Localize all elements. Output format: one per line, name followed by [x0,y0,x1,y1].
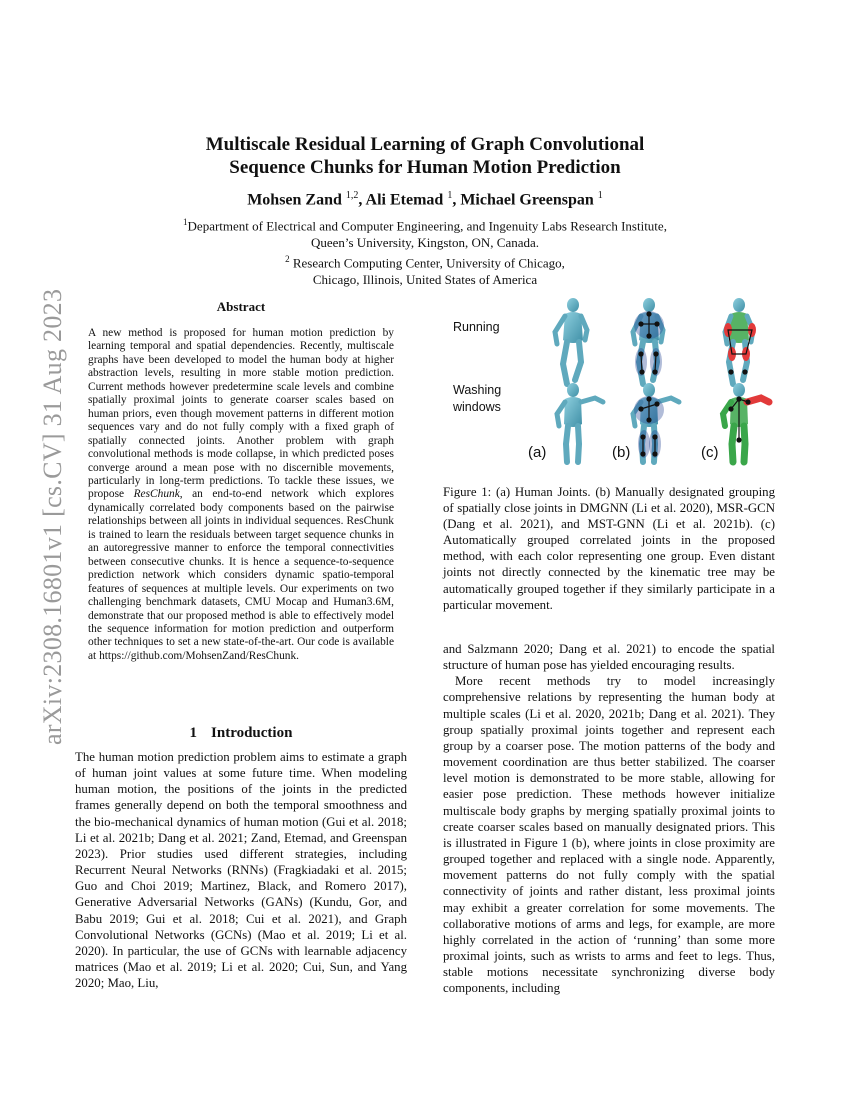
human-figure-running-c [724,298,756,384]
intro-left-column [75,749,407,991]
abstract-heading: Abstract [216,299,266,314]
intro-right-column [443,641,775,996]
author-sup: 1 [447,190,453,201]
intro-paragraph-1-continued: and Salzmann 2020; Dang et al. 2021) to encode the spatial structure of human pose has yielded encouraging results. [443,642,775,673]
human-figure-washing-c [723,383,769,462]
author-sup: 1 [597,190,603,201]
paper-title [100,133,750,179]
author-sup: 1,2 [345,190,359,201]
human-figure-running-a [555,298,587,384]
subfigure-label-b: (b) [612,444,631,461]
subfigure-label-a: (a) [528,444,547,461]
affil-1-line-2: Queen’s University, Kingston, ON, Canada. [310,234,540,250]
section-title: Introduction [211,725,293,741]
method-name: ResChunk [133,488,180,501]
title-line-2: Sequence Chunks for Human Motion Prediction [229,157,621,178]
affil-sup: 1 [183,217,188,227]
human-figure-washing-b [633,383,679,462]
affil-2-line-1: Research Computing Center, University of Chicago, [292,255,565,271]
author-name: Michael Greenspan [460,191,594,209]
intro-paragraph-1: The human motion prediction problem aims to estimate a graph of human joint values at some future time. When modeling human motion, the positions of the joints in the predicted frames generally depend on both the temporal smoothness and the bio-mechanical dynamics of human motion (Gui et al. 2018; Li et al. 2021b; Dang et al. 2021; Zand, Etemad, and Greenspan 2023). Prior studies used different strategies, including Recurrent Neural Networks (RNNs) (Fragkiadaki et al. 2015; Guo and Choi 2019; Martinez, Black, and Romero 2017), Generative Adversarial Networks (GANs) (Kundu, Gor, and Babu 2019; Gui et al. 2018; Cui et al. 2021), and Graph Convolutional Networks (GCNs) (Mao et al. 2019; Li et al. 2020). In particular, the use of GCNs with learnable adjacency matrices (Mao et al. 2019; Li et al. 2020; Cui, Sun, and Yang 2020; Mao, Liu, [75,750,407,991]
figure-row-label-running: Running [453,320,500,334]
figure-1-caption [443,484,775,613]
human-figure-running-b [633,298,664,384]
abstract-text-1: A new method is proposed for human motion prediction by learning temporal and spatial dependencies. Recently, multiscale graphs have been developed to model the human body at higher abstraction levels, resulting in more stable motion prediction. Current methods however predetermine scale levels and combine spatially proximal joints to generate coarser scales based on human priors, even though movement patterns in different motion sequences vary and do not fully comply with a fixed graph of spatially connected joints. Another problem with graph convolutional methods is mode collapse, in which predicted poses converge around a mean pose with no discernible movements, particularly in long-term predictions. To tackle these issues, we propose [88,327,394,501]
figure-1 [445,292,775,470]
affiliations [100,214,750,289]
arxiv-id: arXiv:2308.16801v1 [cs.CV] 31 Aug 2023 [38,288,67,745]
affil-1-line-1: Department of Electrical and Computer Engineering, and Ingenuity Labs Research Institute, [187,218,667,234]
subfigure-label-c: (c) [701,444,719,461]
author-list: Mohsen Zand $^{1,2}$, Ali Etemad $^1$, Michael Greenspan $^1$ [247,190,603,209]
figure-caption-text: Figure 1: (a) Human Joints. (b) Manually designated grouping of spatially close joints in DMGNN (Li et al. 2020), MSR-GCN (Dang et al. 2021), and MST-GNN (Li et al. 2021b). (c) Automatically grouped correlated joints in the proposed method, with each color representing one group. Even distant joints not directly connected by the kinematic tree may be automatically grouped together if they similarly participate in a particular movement. [443,485,775,612]
affil-sup: 2 [285,254,290,265]
abstract-text-2: , an end-to-end network which explores dynamically correlated body components based on the pairwise relationships between all joints in individual sequences. ResChunk is trained to learn the residuals between target sequence chunks in an autoregressive manner to enforce the temporal connectivities between consecutive chunks. It is hence a sequence-to-sequence prediction network which considers dynamic spatio-temporal features of sequences at multiple levels. Our experiments on two challenging benchmark datasets, CMU Mocap and Human3.6M, demonstrate that our proposed method is able to effectively model the sequence information for motion prediction and outperform other techniques to set a new state-of-the-art. Our code is available at https://github.com/MohsenZand/ResChunk. [88,488,394,662]
figure-row-label-washing-line-1: Washing [453,383,502,397]
human-figure-washing-a [557,383,603,462]
abstract-body [88,327,394,663]
section-heading [75,725,407,742]
section-number: 1 [189,725,198,741]
title-line-1: Multiscale Residual Learning of Graph Convolutional [205,134,645,155]
affil-2-line-2: Chicago, Illinois, United States of America [312,272,538,288]
intro-paragraph-2: More recent methods try to model increasingly comprehensive relations by representing the human body at multiple scales (Li et al. 2020, 2021b; Dang et al. 2021). They group spatially proximal joints together and represent each group by a coarser pose. The motion patterns of the body and movement coordination are thus better stabilized. The coarser level motion is demonstrated to be more stable, allowing for easier pose prediction. These methods however initialize multiscale body graphs by merging spatially proximal joints to create coarser scales based on manually designated priors. This is illustrated in Figure 1 (b), where joints in close proximity are grouped together and replaced with a single node. Apparently, movement patterns do not fully comply with the spatial connectivity of joints and rather distant, less proximal joints may exhibit a greater correlation for some movements. The collaborative motions of arms and legs, for example, are more highly correlated in the action of ‘running’ than some more proximal joints, such as wrists to arms and feet to legs. Thus, stable motions necessitate synchronizing diverse body components, including [443,674,775,996]
author-name: Mohsen Zand [247,191,342,209]
arxiv-stamp [18,285,67,745]
figure-row-label-washing [453,382,501,416]
figure-row-label-washing-line-2: windows [453,400,501,414]
author-name: Ali Etemad [365,191,444,209]
